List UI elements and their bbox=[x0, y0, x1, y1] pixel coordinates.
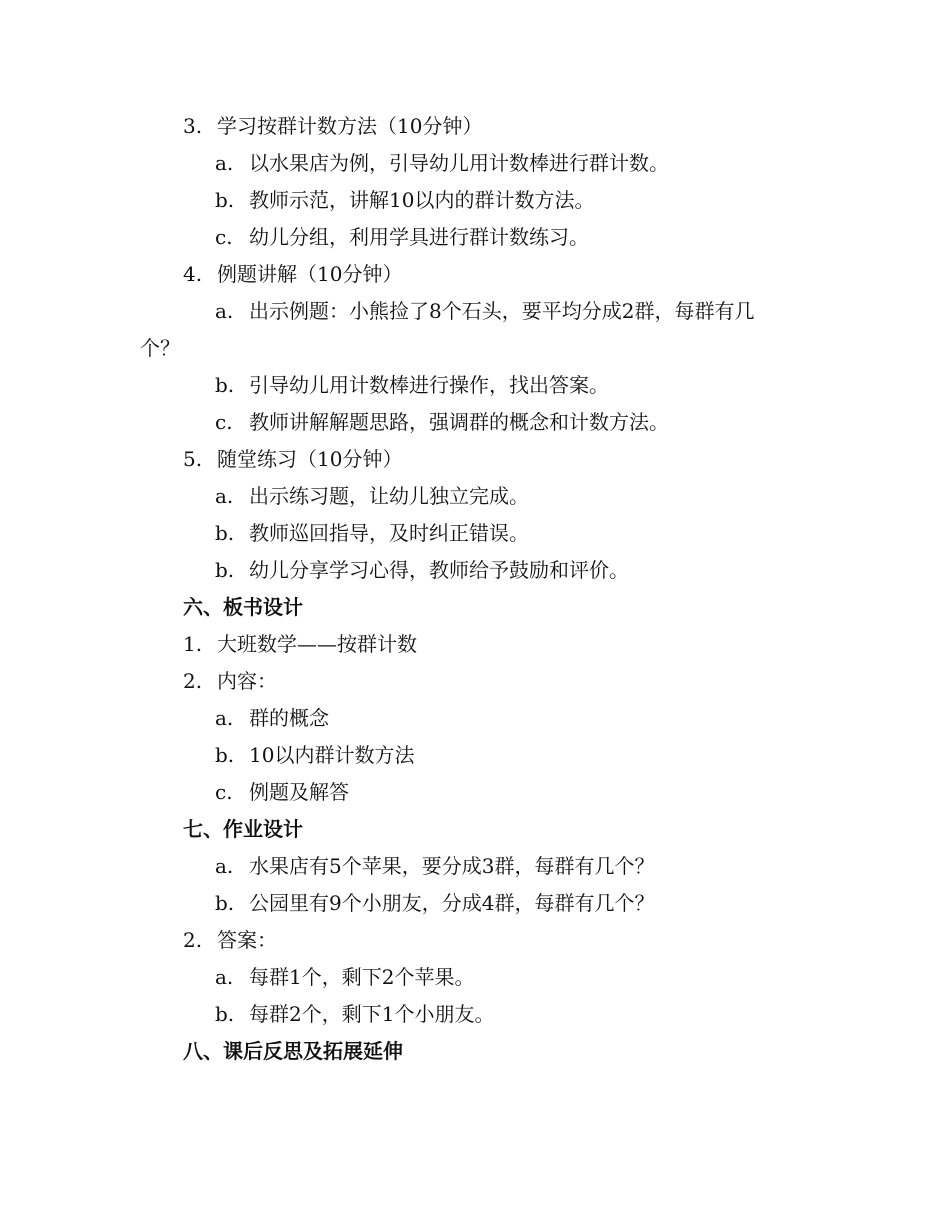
section-heading-8 bbox=[183, 1038, 403, 1064]
list-marker: 2. bbox=[183, 928, 203, 952]
list-marker: b. bbox=[215, 521, 235, 545]
line-text: 学习按群计数方法（10分钟） bbox=[217, 114, 483, 138]
step-3-item-b bbox=[215, 187, 594, 213]
list-marker: 5. bbox=[183, 447, 203, 471]
line-text: 水果店有5个苹果，要分成3群，每群有几个？ bbox=[249, 854, 655, 878]
heading-text: 八、课后反思及拓展延伸 bbox=[183, 1039, 403, 1063]
answers-item bbox=[183, 927, 277, 953]
line-text: 教师示范，讲解10以内的群计数方法。 bbox=[249, 188, 595, 212]
line-text: 例题及解答 bbox=[249, 780, 349, 804]
section-heading-7 bbox=[183, 816, 303, 842]
list-marker: 3. bbox=[183, 114, 203, 138]
line-text: 个？ bbox=[140, 336, 180, 360]
line-text: 幼儿分享学习心得，教师给予鼓励和评价。 bbox=[249, 558, 629, 582]
step-4 bbox=[183, 261, 402, 287]
line-text: 教师巡回指导，及时纠正错误。 bbox=[249, 521, 529, 545]
line-text: 随堂练习（10分钟） bbox=[217, 447, 403, 471]
section-heading-6 bbox=[183, 594, 303, 620]
line-text: 公园里有9个小朋友，分成4群，每群有几个？ bbox=[249, 891, 655, 915]
line-text: 内容： bbox=[217, 669, 277, 693]
list-marker: a. bbox=[215, 151, 234, 175]
line-text: 每群1个，剩下2个苹果。 bbox=[249, 965, 475, 989]
homework-item-b bbox=[215, 890, 654, 916]
answer-b bbox=[215, 1001, 494, 1027]
step-4-item-b bbox=[215, 372, 609, 398]
step-5-item-b-2 bbox=[215, 557, 629, 583]
board-item-2 bbox=[183, 668, 277, 694]
line-text: 出示练习题，让幼儿独立完成。 bbox=[249, 484, 529, 508]
line-text: 群的概念 bbox=[249, 706, 329, 730]
line-text: 答案： bbox=[217, 928, 277, 952]
board-item-1 bbox=[183, 631, 417, 657]
line-text: 幼儿分组，利用学具进行群计数练习。 bbox=[249, 225, 589, 249]
line-text: 大班数学——按群计数 bbox=[217, 632, 417, 656]
list-marker: c. bbox=[215, 225, 233, 249]
list-marker: a. bbox=[215, 854, 234, 878]
step-5-item-a bbox=[215, 483, 529, 509]
list-marker: b. bbox=[215, 743, 235, 767]
list-marker: a. bbox=[215, 484, 234, 508]
step-5-item-b bbox=[215, 520, 529, 546]
line-text: 以水果店为例，引导幼儿用计数棒进行群计数。 bbox=[249, 151, 669, 175]
board-item-2-c bbox=[215, 779, 349, 805]
list-marker: 1. bbox=[183, 632, 203, 656]
step-5 bbox=[183, 446, 402, 472]
line-text: 10以内群计数方法 bbox=[249, 743, 415, 767]
list-marker: a. bbox=[215, 706, 234, 730]
list-marker: b. bbox=[215, 891, 235, 915]
heading-text: 七、作业设计 bbox=[183, 817, 303, 841]
board-item-2-a bbox=[215, 705, 329, 731]
step-4-item-a bbox=[215, 298, 754, 324]
list-marker: 4. bbox=[183, 262, 203, 286]
line-text: 教师讲解解题思路，强调群的概念和计数方法。 bbox=[249, 410, 669, 434]
step-4-item-c bbox=[215, 409, 669, 435]
step-3-item-c bbox=[215, 224, 589, 250]
list-marker: c. bbox=[215, 410, 233, 434]
list-marker: b. bbox=[215, 558, 235, 582]
list-marker: b. bbox=[215, 1002, 235, 1026]
board-item-2-b bbox=[215, 742, 414, 768]
step-4-item-a-continuation bbox=[140, 335, 180, 361]
list-marker: b. bbox=[215, 373, 235, 397]
list-marker: c. bbox=[215, 780, 233, 804]
line-text: 出示例题：小熊捡了8个石头，要平均分成2群，每群有几 bbox=[249, 299, 755, 323]
heading-text: 六、板书设计 bbox=[183, 595, 303, 619]
list-marker: a. bbox=[215, 299, 234, 323]
list-marker: a. bbox=[215, 965, 234, 989]
list-marker: b. bbox=[215, 188, 235, 212]
line-text: 每群2个，剩下1个小朋友。 bbox=[249, 1002, 495, 1026]
line-text: 引导幼儿用计数棒进行操作，找出答案。 bbox=[249, 373, 609, 397]
line-text: 例题讲解（10分钟） bbox=[217, 262, 403, 286]
list-marker: 2. bbox=[183, 669, 203, 693]
step-3-item-a bbox=[215, 150, 669, 176]
step-3 bbox=[183, 113, 482, 139]
homework-item-a bbox=[215, 853, 654, 879]
answer-a bbox=[215, 964, 474, 990]
